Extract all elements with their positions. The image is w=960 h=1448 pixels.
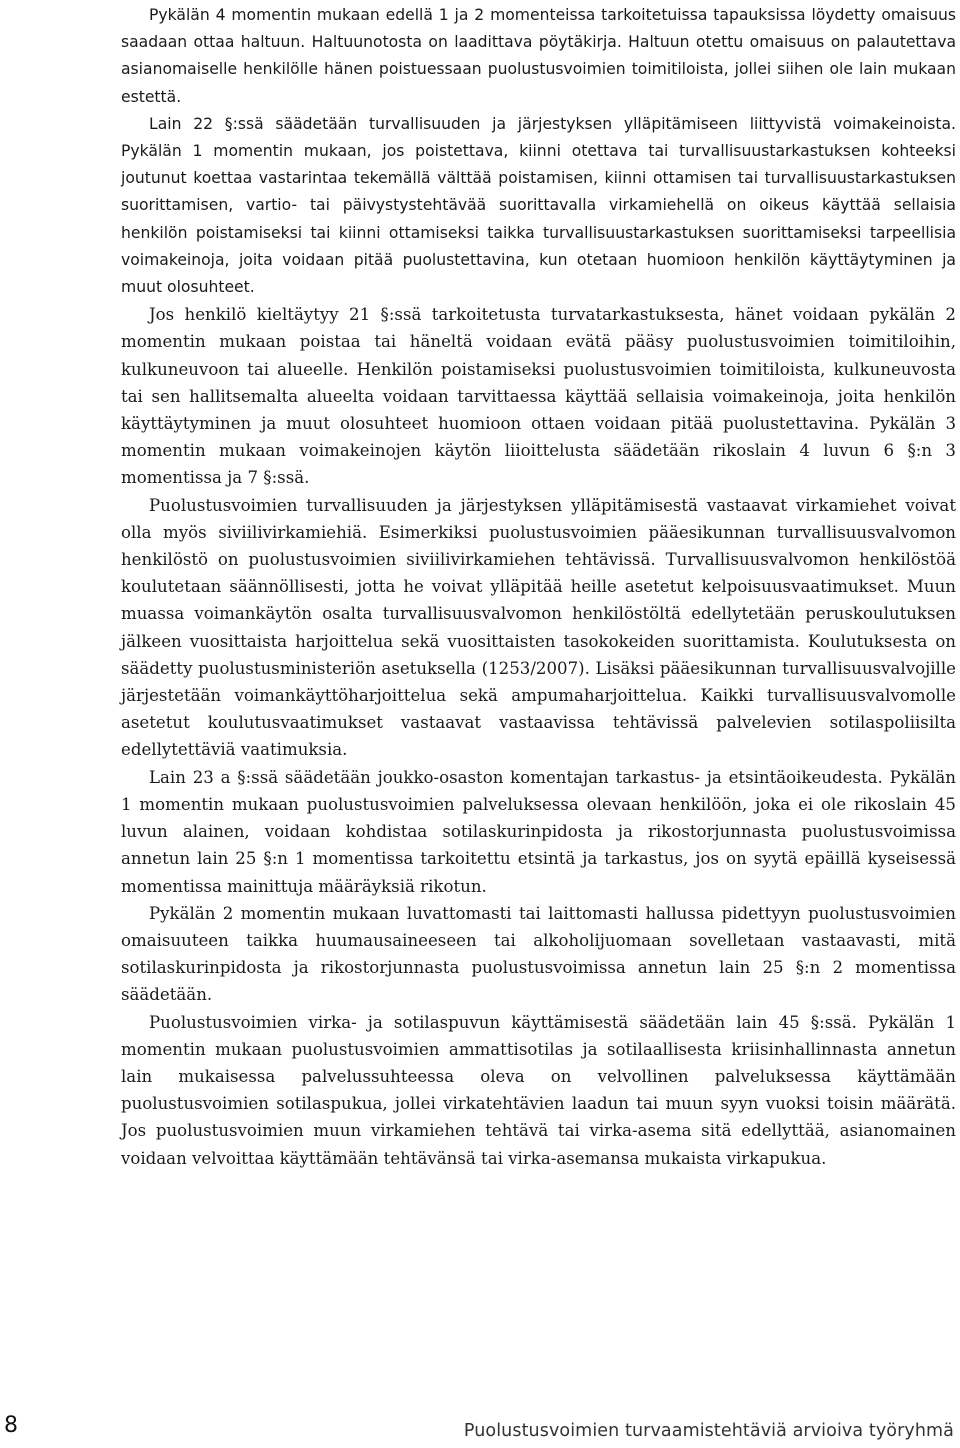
page-number: 8: [4, 1413, 18, 1438]
paragraph-siviilivirkamiehet: Puolustusvoimien turvallisuuden ja järjestyksen ylläpitämisestä vastaavat virkamiehet voivat olla myös siviilivirkamiehiä. Esimerkiksi puolustusvoimien pääesikunnan turvallisuusvalvomon henkilöstö on puolustusvoimien siviilivirkamiehen tehtävissä. Turvallisuusvalvomon henkilöstöä koulutetaan säännöllisesti, jotta he voivat ylläpitää heille asetetut kelpoisuusvaatimukset. Muun muassa voimankäytön osalta turvallisuusvalvomon henkilöstöltä edellytetään peruskoulutuksen jälkeen vuosittaista harjoittelua sekä vuosittaisten tasokokeiden suorittamista. Koulutuksesta on säädetty puolustusministeriön asetuksella (1253/2007). Lisäksi pääesikunnan turvallisuusvalvojille järjestetään voimankäyttöharjoittelua sekä ampumaharjoittelua. Kaikki turvallisuusvalvomolle asetetut koulutusvaatimukset vastaavat vastaavissa tehtävissä palvelevien sotilaspoliisilta edellytettäviä vaatimuksia.: [121, 495, 956, 760]
body-text: [121, 2, 956, 1172]
paragraph-turvatarkastus-kieltaytyminen: Jos henkilö kieltäytyy 21 §:ssä tarkoitetusta turvatarkastuksesta, hänet voidaan pykälän 2 momentin mukaan poistaa tai häneltä voidaan evätä pääsy puolustusvoimien toimitiloihin, kulkuneuvoon tai alueelle. Henkilön poistamiseksi puolustusvoimien toimitiloista, kulkuneuvosta tai sen hallitsemalta alueelta voidaan tarvittaessa käyttää sellaisia voimakeinoja, joita henkilön käyttäytyminen ja muut olosuhteet huomioon ottaen voidaan pitää puolustettavina. Pykälän 3 momentin mukaan voimakeinojen käytön liioittelusta säädetään rikoslain 4 luvun 6 §:n 3 momentissa ja 7 §:ssä.: [121, 305, 956, 488]
paragraph-haltuunotto: Pykälän 4 momentin mukaan edellä 1 ja 2 momenteissa tarkoitetuissa tapauksissa löydetty omaisuus saadaan ottaa haltuun. Haltuunotosta on laadittava pöytäkirja. Haltuun otettu omaisuus on palautettava asianomaiselle henkilölle hänen poistuessaan puolustusvoimien toimitiloista, jollei siihen ole lain mukaan estettä.: [121, 6, 956, 106]
paragraph-tarkastusoikeus-23a: Lain 23 a §:ssä säädetään joukko-osaston komentajan tarkastus- ja etsintäoikeudesta. Pykälän 1 momentin mukaan puolustusvoimien palveluksessa olevaan henkilöön, joka ei ole rikoslain 45 luvun alainen, voidaan kohdistaa sotilaskurinpidosta ja rikostorjunnasta puolustusvoimissa annetun lain 25 §:n 1 momentissa tarkoitettu etsintä ja tarkastus, jos on syytä epäillä kyseisessä momentissa mainittuja määräyksiä rikotun.: [121, 767, 956, 896]
paragraph-sotilaspuku-45: Puolustusvoimien virka- ja sotilaspuvun käyttämisestä säädetään lain 45 §:ssä. Pykälän 1 momentin mukaan puolustusvoimien ammattisotilas ja sotilaallisesta kriisinhallinnasta annetun lain mukaisessa palvelussuhteessa oleva on velvollinen palveluksessa käyttämään puolustusvoimien sotilaspukua, jollei virkatehtävien laadun tai muun syyn vuoksi toisin määrätä. Jos puolustusvoimien muun virkamiehen tehtävä tai virka-asema sitä edellyttää, asianomainen voidaan velvoittaa käyttämään tehtävänsä tai virka-asemansa mukaista virkapukua.: [121, 1012, 956, 1168]
paragraph-omaisuus-2-momentti: Pykälän 2 momentin mukaan luvattomasti tai laittomasti hallussa pidettyyn puolustusvoimien omaisuuteen taikka huumausaineeseen tai alkoholijuomaan sovelletaan vastaavasti, mitä sotilaskurinpidosta ja rikostorjunnasta puolustusvoimissa annetun lain 25 §:n 2 momentissa säädetään.: [121, 903, 956, 1005]
running-title: Puolustusvoimien turvaamistehtäviä arvioiva työryhmä: [463, 1421, 954, 1441]
paragraph-voimakeinot-22: Lain 22 §:ssä säädetään turvallisuuden ja järjestyksen ylläpitämiseen liittyvistä voimakeinoista. Pykälän 1 momentin mukaan, jos poistettava, kiinni otettava tai turvallisuustarkastuksen kohteeksi joutunut koettaa vastarintaa tekemällä välttää poistamisen, kiinni ottamisen tai turvallisuustarkastuksen suorittamisen, vartio- tai päivystystehtävää suorittavalla virkamiehellä on oikeus käyttää sellaisia henkilön poistamiseksi tai kiinni ottamiseksi taikka turvallisuustarkastuksen suorittamiseksi tarpeellisia voimakeinoja, joita voidaan pitää puolustettavina, kun otetaan huomioon henkilön käyttäytyminen ja muut olosuhteet.: [121, 114, 956, 297]
